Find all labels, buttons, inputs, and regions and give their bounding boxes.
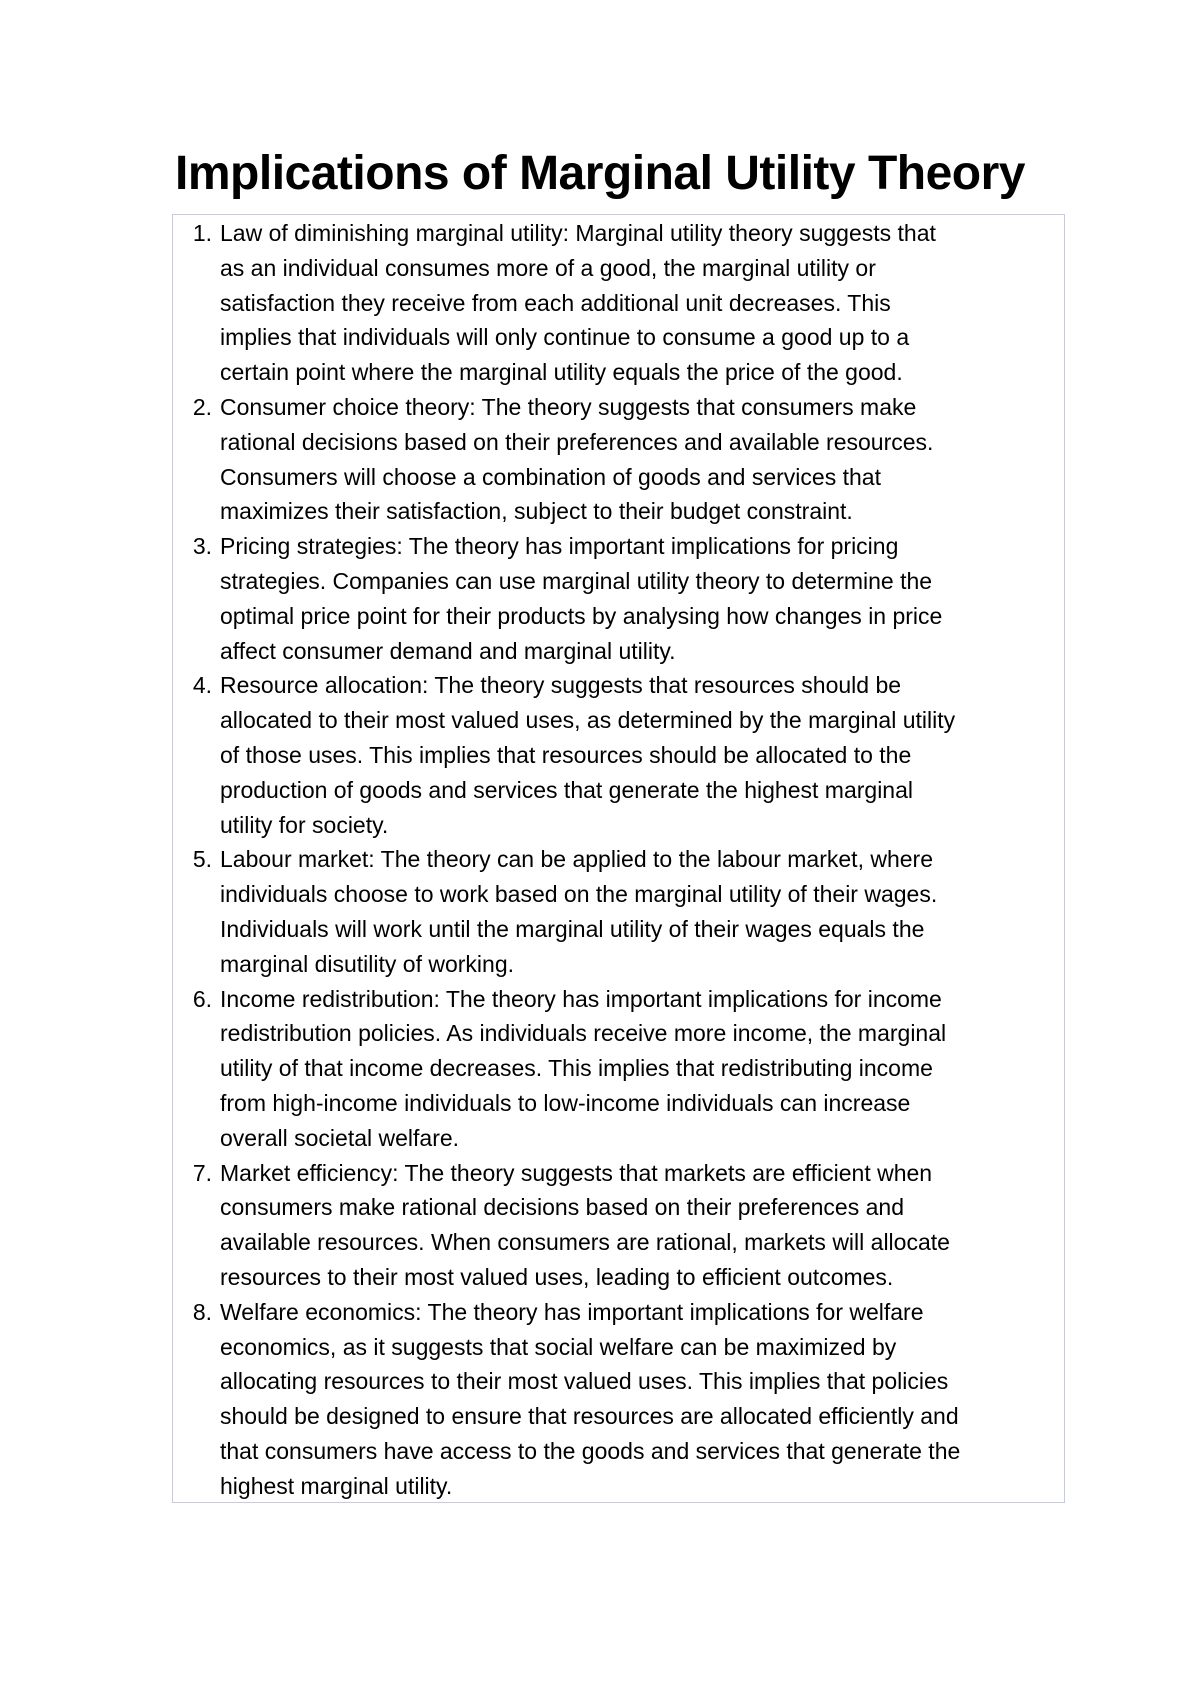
list-item-text: Law of diminishing marginal utility: Marginal utility theory suggests that as an individual consumes more of a good, the marginal utility or satisfaction they receive from each additional unit decreases. This implies that individuals will only continue to consume a good up to a certain point where the marginal utility equals the price of the good.	[220, 220, 936, 386]
list-item-text: Consumer choice theory: The theory suggests that consumers make rational decisions based on their preferences and available resources. Consumers will choose a combination of goods and services that maximizes their satisfaction, subject to their budget constraint.	[220, 393, 934, 525]
list-item-text: Labour market: The theory can be applied to the labour market, where individuals choose to work based on the marginal utility of their wages. Individuals will work until the marginal utility of their wages equals the marginal disutility of working.	[220, 846, 938, 977]
list-item-number: 4.	[192, 672, 212, 699]
list-item	[178, 668, 1078, 842]
list-item-text: Income redistribution: The theory has important implications for income redistribution policies. As individuals receive more income, the marginal utility of that income decreases. This implies that redistributing income from high-income individuals to low-income individuals can increase overall societal welfare.	[220, 985, 947, 1151]
list-item-number: 6.	[192, 985, 212, 1012]
list-item-number: 7.	[192, 1159, 212, 1186]
list-item-text: Welfare economics: The theory has important implications for welfare economics, as it suggests that social welfare can be maximized by allocating resources to their most valued uses. This implies that policies should be designed to ensure that resources are allocated efficiently and that consumers have access to the goods and services that generate the highest marginal utility.	[220, 1298, 961, 1499]
list-item	[178, 529, 1078, 668]
list-item-text: Pricing strategies: The theory has important implications for pricing strategies. Companies can use marginal utility theory to determine the optimal price point for their products by analysing how changes in price affect consumer demand and marginal utility.	[220, 533, 943, 664]
list-item-number: 3.	[192, 533, 212, 560]
list-item	[178, 216, 1078, 390]
list-item-number: 2.	[192, 393, 212, 420]
list-item-number: 8.	[192, 1298, 212, 1325]
list-item	[178, 982, 1078, 1156]
list-item-number: 5.	[192, 846, 212, 873]
list-item-text: Market efficiency: The theory suggests that markets are efficient when consumers make rational decisions based on their preferences and available resources. When consumers are rational, markets will allocate resources to their most valued uses, leading to efficient outcomes.	[220, 1159, 950, 1290]
list-item-text: Resource allocation: The theory suggests that resources should be allocated to their most valued uses, as determined by the marginal utility of those uses. This implies that resources should be allocated to the production of goods and services that generate the highest marginal utility for society.	[220, 672, 956, 838]
page-title: Implications of Marginal Utility Theory	[175, 147, 1025, 200]
list-item	[178, 842, 1078, 981]
implications-list	[178, 216, 1078, 1503]
list-item	[178, 1295, 1078, 1504]
list-item-number: 1.	[192, 220, 212, 246]
list-item	[178, 1156, 1078, 1295]
list-item	[178, 390, 1078, 529]
